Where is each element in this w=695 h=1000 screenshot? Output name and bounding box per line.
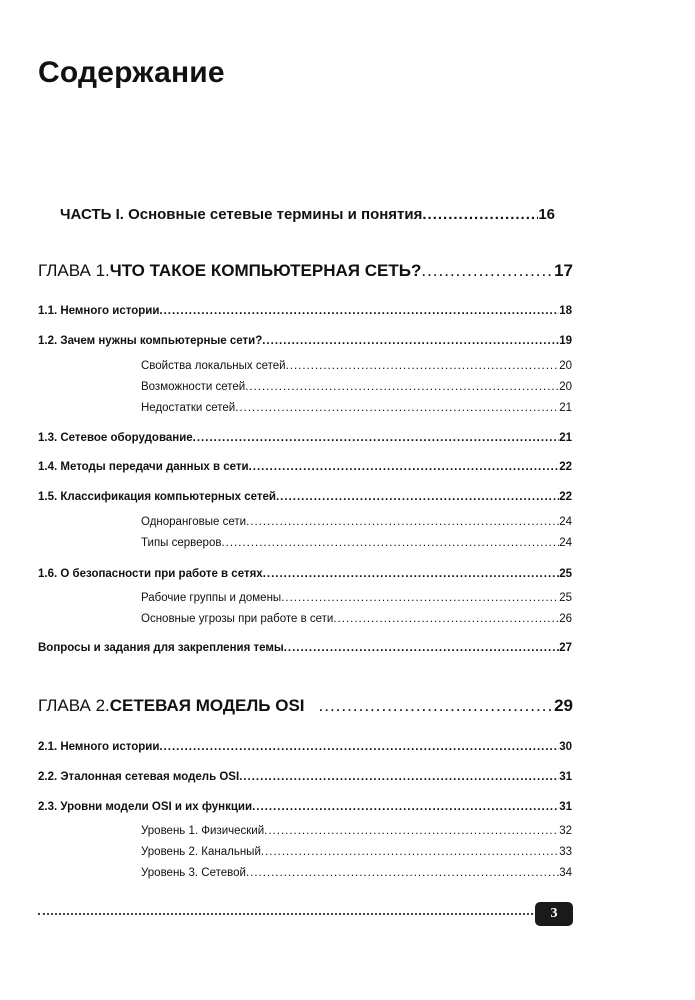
subsection-label: Возможности сетей [141,381,246,393]
section-page: 30 [559,741,572,753]
chapter-2-entry [38,696,573,716]
toc-section-2-3 [38,801,572,813]
leader-dots [249,461,560,473]
leader-dots [422,206,538,223]
leader-dots [235,402,559,414]
toc-section-1-2 [38,335,572,347]
leader-dots [246,516,559,528]
part-label: ЧАСТЬ I. Основные сетевые термины и понятия [60,206,423,223]
subsection-label: Рабочие группы и домены [141,592,282,604]
subsection-page: 20 [559,360,572,372]
chapter-page: 17 [554,261,573,280]
leader-dots [239,771,559,783]
chapter-1-entry [38,261,573,281]
toc-subsection [141,825,572,837]
section-page: 31 [559,771,572,783]
part-entry [60,206,555,223]
toc-section-2-1 [38,741,572,753]
subsection-page: 24 [559,537,572,549]
subsection-page: 33 [559,846,572,858]
leader-dots [221,537,559,549]
footer-dotted-rule [38,913,533,915]
leader-dots [276,491,559,503]
toc-subsection [141,846,572,858]
part-page: 16 [538,206,555,223]
section-label: 1.2. Зачем нужны компьютерные сети? [38,335,263,347]
toc-section-1-5 [38,491,572,503]
leader-dots [159,741,559,753]
subsection-label: Уровень 1. Физический [141,825,265,837]
chapter-prefix: ГЛАВА 1. [38,261,110,280]
section-page: 21 [559,432,572,444]
chapter-prefix: ГЛАВА 2. [38,696,110,715]
leader-dots [333,613,559,625]
toc-section-1-6 [38,568,572,580]
leader-dots [246,867,559,879]
leader-dots [193,432,560,444]
leader-dots [245,381,559,393]
chapter-title: СЕТЕВАЯ МОДЕЛЬ OSI [109,696,305,715]
subsection-page: 25 [559,592,572,604]
subsection-label: Уровень 2. Канальный [141,846,261,858]
leader-dots [159,305,559,317]
subsection-page: 34 [559,867,572,879]
leader-dots [284,642,560,654]
subsection-page: 24 [559,516,572,528]
leader-dots [319,696,555,716]
chapter-page: 29 [554,696,573,715]
toc-questions [38,642,572,654]
toc-subsection [141,537,572,549]
leader-dots [262,335,559,347]
subsection-label: Типы серверов [141,537,222,549]
subsection-page: 21 [559,402,572,414]
section-page: 22 [559,491,572,503]
leader-dots [281,592,559,604]
section-page: 25 [559,568,572,580]
section-label: 1.1. Немного истории [38,305,160,317]
section-page: 18 [559,305,572,317]
subsection-label: Недостатки сетей [141,402,236,414]
toc-subsection [141,402,572,414]
chapter-title: ЧТО ТАКОЕ КОМПЬЮТЕРНАЯ СЕТЬ? [109,261,422,280]
section-label: 1.5. Классификация компьютерных сетей [38,491,276,503]
subsection-label: Основные угрозы при работе в сети [141,613,334,625]
section-label: 2.2. Эталонная сетевая модель OSI [38,771,240,783]
section-label: 1.3. Сетевое оборудование [38,432,193,444]
toc-section-1-1 [38,305,572,317]
subsection-label: Одноранговые сети [141,516,247,528]
toc-section-1-3 [38,432,572,444]
section-page: 22 [559,461,572,473]
toc-subsection [141,867,572,879]
page-title: Содержание [38,56,225,89]
subsection-page: 32 [559,825,572,837]
section-label: 2.1. Немного истории [38,741,160,753]
section-page: 31 [559,801,572,813]
toc-subsection [141,360,572,372]
section-page: 19 [559,335,572,347]
leader-dots [421,261,554,281]
subsection-page: 26 [559,613,572,625]
leader-dots [263,568,560,580]
section-label: 2.3. Уровни модели OSI и их функции [38,801,253,813]
section-label: 1.4. Методы передачи данных в сети [38,461,249,473]
leader-dots [264,825,559,837]
section-label: Вопросы и задания для закрепления темы [38,642,284,654]
page-number-badge: 3 [535,902,573,926]
toc-section-1-4 [38,461,572,473]
section-page: 27 [559,642,572,654]
leader-dots [261,846,559,858]
toc-section-2-2 [38,771,572,783]
section-label: 1.6. О безопасности при работе в сетях [38,568,263,580]
toc-subsection [141,592,572,604]
subsection-label: Уровень 3. Сетевой [141,867,246,879]
toc-subsection [141,516,572,528]
leader-dots [286,360,560,372]
subsection-page: 20 [559,381,572,393]
toc-subsection [141,381,572,393]
subsection-label: Свойства локальных сетей [141,360,286,372]
toc-subsection [141,613,572,625]
leader-dots [252,801,559,813]
